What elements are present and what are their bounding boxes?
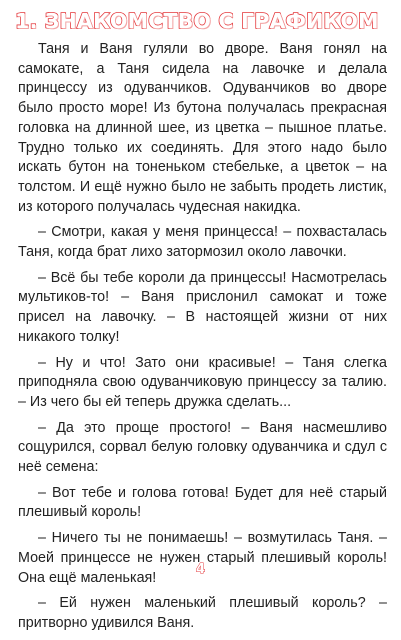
paragraph-5: – Да это проще простого! – Ваня насмешливо сощурился, сорвал белую головку одуванчика и сдул с неё семена: bbox=[18, 419, 387, 476]
paragraph-7: – Ничего ты не понимаешь! – возмутилась Таня. – Моей принцессе не нужен старый плешивый король! Она ещё маленькая! bbox=[18, 530, 387, 586]
paragraph-3: – Всё бы тебе короли да принцессы! Насмотрелась мультиков-то! – Ваня прислонил самокат и тоже присел на лавочку. – В настоящей жизни от них никакого толку! bbox=[18, 269, 387, 345]
story-text bbox=[18, 40, 387, 640]
chapter-title: 1. ЗНАКОМСТВО С ГРАФИКОМ bbox=[15, 9, 379, 33]
paragraph-2: – Смотри, какая у меня принцесса! – похвасталась Таня, когда брат лихо затормозил около лавочки. bbox=[18, 224, 387, 261]
paragraph-8: – Ей нужен маленький плешивый король? – притворно удивился Ваня. bbox=[18, 595, 387, 631]
paragraph-4: – Ну и что! Зато они красивые! – Таня слегка приподняла свою одуванчиковую принцессу за талию. – Из чего бы ей теперь дружка сделать... bbox=[18, 354, 387, 410]
paragraph-1: Таня и Ваня гуляли во дворе. Ваня гонял на самокате, а Таня сидела на лавочке и делала принцессу из одуванчиков. Одуванчиков во дворе было просто море! Из бутона получалась прекрасная головка на длинной шее, из цветка – пышное платье. Трудно только их соединять. Для этого надо было искать бутон на тоненьком стебельке, а цветок – на толстом. И ещё нужно было не забыть продеть листик, из которого получалась чудесная накидка. bbox=[18, 41, 387, 215]
paragraph-6: – Вот тебе и голова готова! Будет для неё старый плешивый король! bbox=[18, 484, 387, 521]
page-number: 4 bbox=[195, 562, 206, 577]
